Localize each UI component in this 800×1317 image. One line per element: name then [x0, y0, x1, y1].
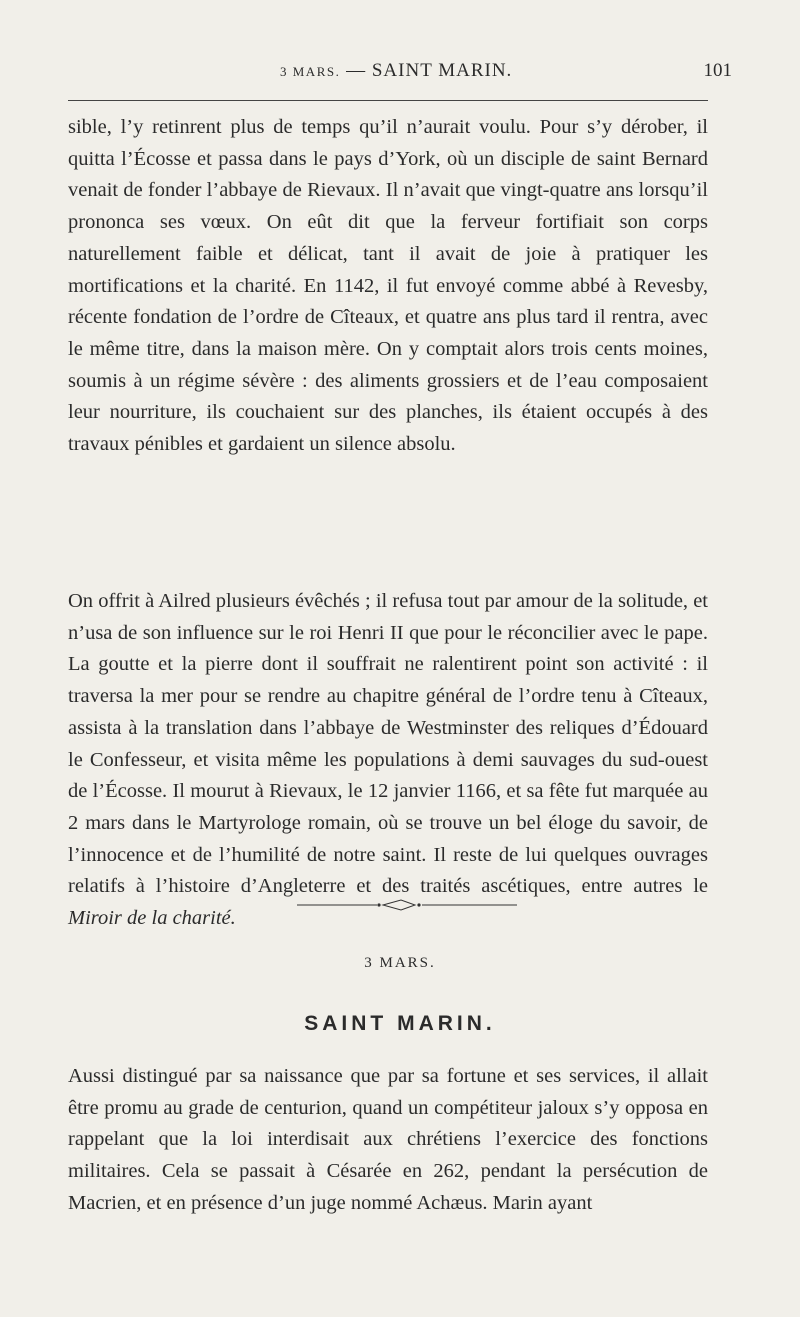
running-head [68, 58, 732, 92]
running-head-date: 3 MARS. [280, 64, 341, 79]
section-date: 3 MARS. [364, 955, 436, 971]
book-title-italic: Miroir de la charité. [68, 907, 236, 930]
paragraph-ailred-text: On offrit à Ailred plusieurs évêchés ; il refusa tout par amour de la solitude, et n’usa de son influence sur le roi Henri II que pour le réconcilier avec le pape. La goutte et la pierre dont il souffrait ne ralentirent point son activité : il traversa la mer pour se rendre au chapitre général de l’ordre tenu à Cîteaux, assista à la translation dans l’abbaye de Westminster des reliques d’Édouard le Confesseur, et visita même les populations à demi sauvages du sud-ouest de l’Écosse. Il mourut à Rievaux, le 12 janvier 1166, et sa fête fut marquée au 2 mars dans le Martyrologe romain, où se trouve un bel éloge du savoir, de l’innocence et de l’humilité de notre saint. Il reste de lui quelques ouvrages relatifs à l’histoire d’Angleterre et des traités ascétiques, entre autres le [68, 590, 708, 898]
section-title: SAINT MARIN. [304, 1012, 496, 1035]
paragraph-ailred [68, 586, 708, 935]
header-rule [68, 100, 708, 101]
paragraph-continued: sible, l’y retinrent plus de temps qu’il n’aurait voulu. Pour s’y dérober, il quitta l’Écosse et passa dans le pays d’York, où un disciple de saint Bernard venait de fonder l’abbaye de Rievaux. Il n’avait que vingt-quatre ans lorsqu’il prononca ses vœux. On eût dit que la ferveur fortifiait son corps naturellement faible et délicat, tant il avait de joie à pratiquer les mortifications et la charité. En 1142, il fut envoyé comme abbé à Revesby, récente fondation de l’ordre de Cîteaux, et quatre ans plus tard il rentra, avec le même titre, dans la maison mère. On y comptait alors trois cents moines, soumis à un régime sévère : des aliments grossiers et de l’eau composaient leur nourriture, ils couchaient sur des planches, ils étaient occupés à des travaux pénibles et gardaient un silence absolu. [68, 116, 708, 456]
paragraph-marin: Aussi distingué par sa naissance que par sa fortune et ses services, il allait être promu au grade de centurion, quand un compétiteur jaloux s’y opposa en rappelant que la loi interdisait aux chrétiens l’exercice des fonctions militaires. Cela se passait à Césarée en 262, pendant la persécution de Macrien, et en présence d’un juge nommé Achæus. Marin ayant [68, 1065, 708, 1214]
running-head-dash: — [346, 60, 367, 81]
running-head-saint: SAINT MARIN. [371, 60, 513, 81]
page-number: 101 [703, 60, 732, 81]
running-head-title [280, 60, 512, 82]
section-ornament [297, 895, 517, 915]
